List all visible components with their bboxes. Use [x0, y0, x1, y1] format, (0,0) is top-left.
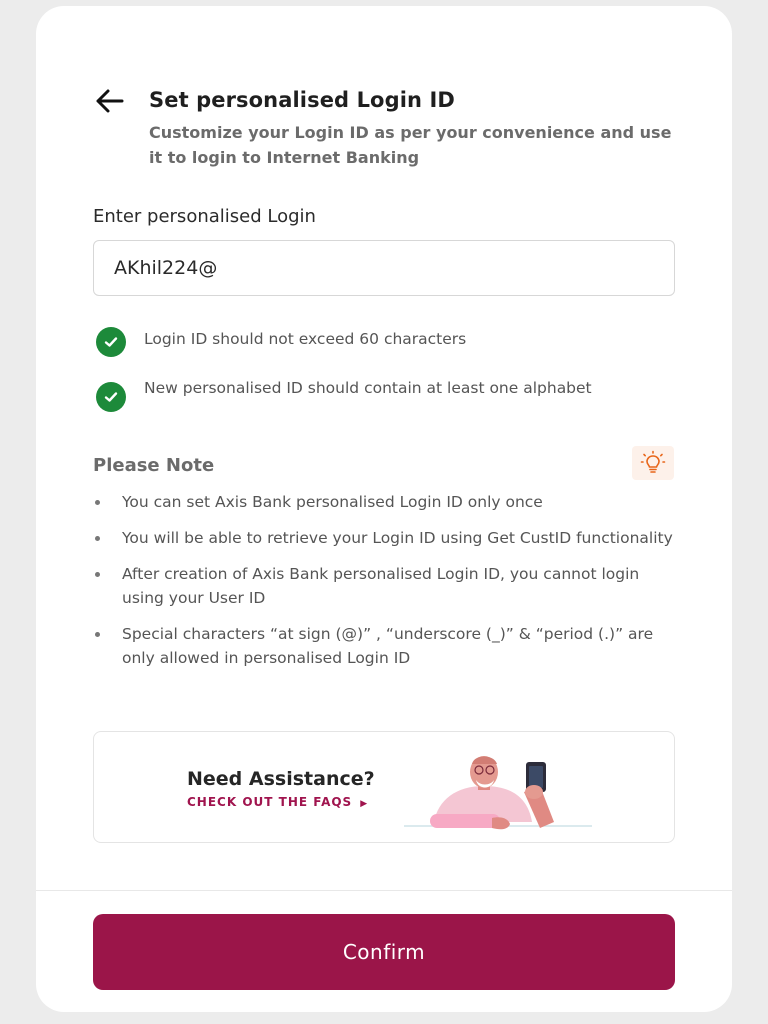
confirm-button[interactable]: Confirm: [93, 914, 675, 990]
check-circle-icon: [96, 327, 126, 357]
note-item: You will be able to retrieve your Login ID using Get CustID functionality: [93, 526, 683, 550]
check-circle-icon: [96, 382, 126, 412]
page-title: Set personalised Login ID: [149, 88, 455, 112]
arrow-left-icon: [92, 84, 126, 118]
person-with-phone-illustration: [404, 752, 594, 842]
note-item: After creation of Axis Bank personalised Login ID, you cannot login using your User ID: [93, 562, 683, 610]
note-list: [93, 490, 683, 682]
validation-rule-text: Login ID should not exceed 60 characters: [144, 330, 467, 348]
faq-link[interactable]: [187, 795, 368, 809]
faq-link-label: CHECK OUT THE FAQS: [187, 795, 353, 809]
login-id-card: [36, 6, 732, 1012]
lightbulb-icon: [632, 446, 674, 480]
note-title: Please Note: [93, 455, 215, 476]
chevron-right-icon: ▶: [360, 799, 369, 809]
note-item: Special characters “at sign (@)” , “underscore (_)” & “period (.)” are only allowed in personalised Login ID: [93, 622, 683, 670]
login-id-label: Enter personalised Login: [93, 206, 316, 227]
validation-rule: [96, 379, 614, 412]
validation-rule: [96, 327, 614, 357]
login-id-input[interactable]: [93, 240, 675, 296]
back-button[interactable]: [92, 84, 126, 118]
assistance-title: Need Assistance?: [187, 768, 375, 790]
validation-rule-text: New personalised ID should contain at least one alphabet: [144, 379, 592, 397]
assistance-card: [93, 731, 675, 843]
note-item: You can set Axis Bank personalised Login ID only once: [93, 490, 683, 514]
footer-divider: [36, 890, 732, 891]
page-subtitle: Customize your Login ID as per your convenience and use it to login to Internet Banking: [149, 123, 672, 167]
